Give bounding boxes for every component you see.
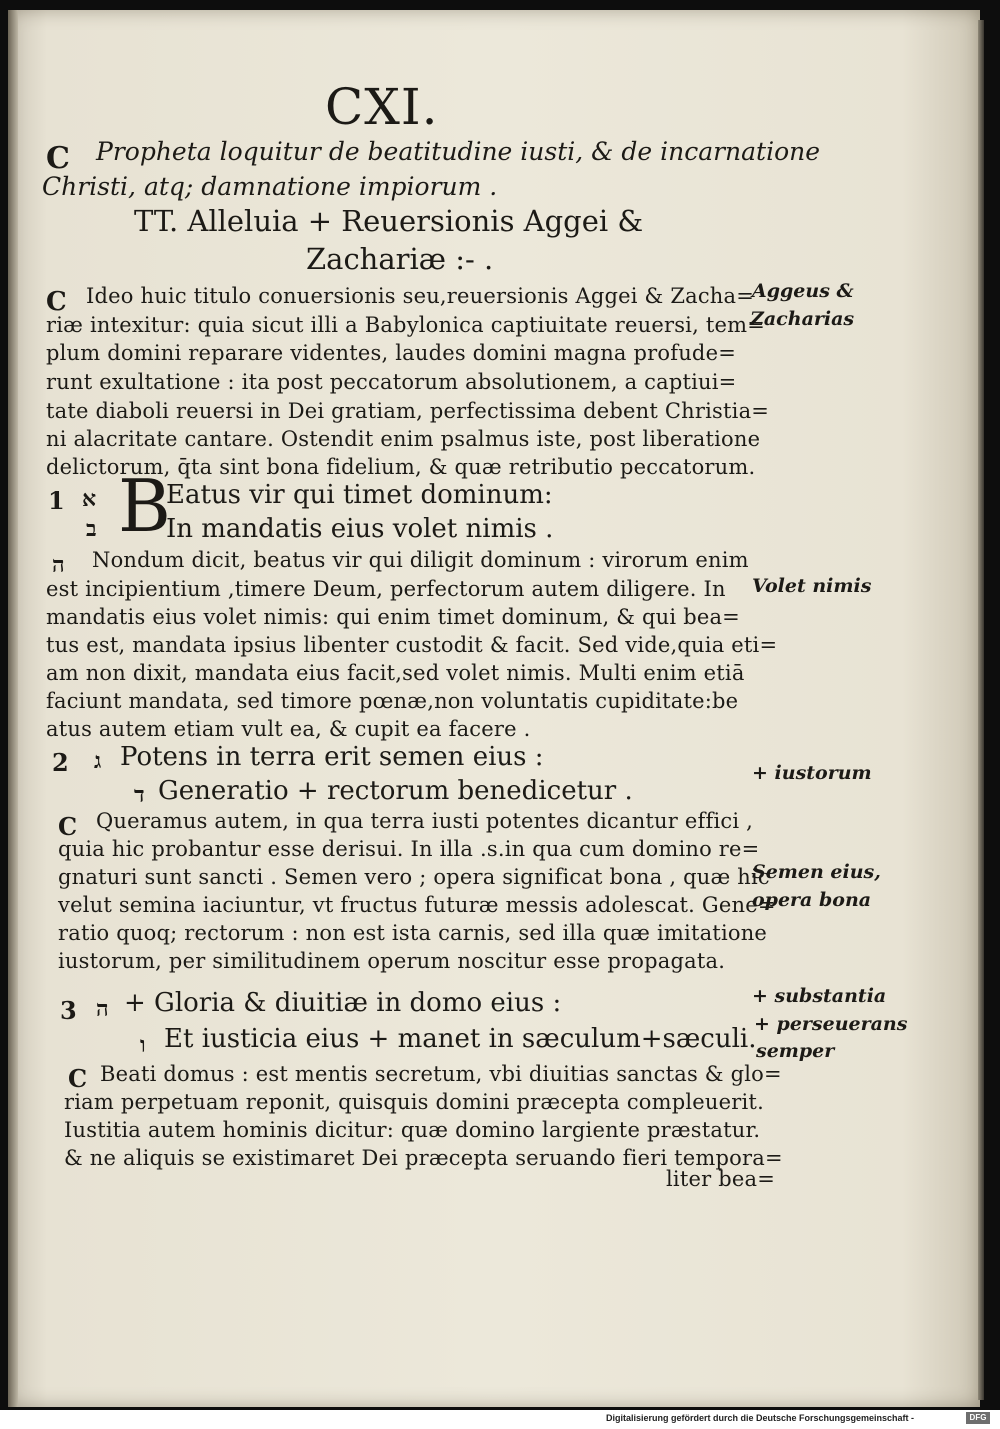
verse-line: Potens in terra erit semen eius : [120, 742, 544, 772]
comment-line: liter bea= [666, 1167, 775, 1191]
comment-line: riam perpetuam reponit, quisquis domini præcepta compleuerit. [64, 1090, 764, 1114]
hebrew-letter: ו [140, 1032, 146, 1058]
hebrew-letter: ב [86, 516, 97, 542]
comment-line: gnaturi sunt sancti . Semen vero ; opera significat bona , quæ hic [58, 865, 770, 889]
comment-line: tus est, mandata ipsius libenter custodit & facit. Sed vide,quia eti= [46, 633, 778, 657]
comment-line: Iustitia autem hominis dicitur: quæ domino largiente præstatur. [64, 1118, 761, 1142]
margin-note: + iustorum [752, 762, 872, 784]
comment-line: velut semina iaciuntur, vt fructus futuræ messis adolescat. Gene= [58, 893, 776, 917]
margin-note: Zacharias [750, 308, 855, 330]
psalm-argument-line-2: Christi, atq; damnatione impiorum . [42, 172, 498, 201]
comment-line: mandatis eius volet nimis: qui enim timet dominum, & qui bea= [46, 605, 740, 629]
hebrew-mark: ה [52, 552, 65, 578]
intro-line: tate diaboli reuersi in Dei gratiam, perfectissima debent Christia= [46, 399, 770, 423]
comment-line: am non dixit, mandata eius facit,sed volet nimis. Multi enim etiā [46, 661, 745, 685]
page-gutter [8, 10, 18, 1407]
comment-line: iustorum, per similitudinem operum noscitur esse propagata. [58, 949, 726, 973]
psalm-title-line-2: Zachariæ :- . [306, 242, 494, 276]
margin-note: Aggeus & [752, 280, 854, 302]
intro-line: Ideo huic titulo conuersionis seu,reuersionis Aggei & Zacha= [86, 284, 755, 308]
paragraph-mark: C [68, 1064, 88, 1093]
paragraph-mark: C [58, 812, 78, 841]
psalm-argument-line-1: Propheta loquitur de beatitudine iusti, & de incarnatione [96, 137, 821, 166]
verse-line: In mandatis eius volet nimis . [166, 514, 554, 544]
paragraph-mark: C [46, 141, 70, 176]
comment-line: & ne aliquis se existimaret Dei præcepta seruando fieri tempora= [64, 1146, 783, 1170]
verse-line: Eatus vir qui timet dominum: [166, 480, 553, 510]
dfg-logo-icon: DFG [966, 1412, 990, 1424]
folio-number: CXI. [325, 78, 439, 136]
margin-note: semper [756, 1040, 835, 1062]
intro-line: riæ intexitur: quia sicut illi a Babylonica captiuitate reuersi, tem= [46, 313, 766, 337]
paragraph-mark: C [46, 287, 67, 317]
margin-note: + substantia [752, 985, 887, 1007]
verse-number: 3 [60, 996, 77, 1025]
psalm-title-line-1: TT. Alleluia + Reuersionis Aggei & [134, 204, 644, 238]
comment-line: faciunt mandata, sed timore pœnæ,non voluntatis cupiditate:be [46, 689, 739, 713]
margin-note: Volet nimis [752, 575, 872, 597]
comment-line: Nondum dicit, beatus vir qui diligit dominum : virorum enim [92, 548, 749, 572]
intro-line: runt exultatione : ita post peccatorum absolutionem, a captiui= [46, 370, 737, 394]
comment-line: quia hic probantur esse derisui. In illa .s.in qua cum domino re= [58, 837, 760, 861]
comment-line: atus autem etiam vult ea, & cupit ea facere . [46, 717, 531, 741]
comment-line: Beati domus : est mentis secretum, vbi diuitias sanctas & glo= [100, 1062, 782, 1086]
margin-note: Semen eius, [752, 861, 881, 883]
intro-line: delictorum, q̄ta sint bona fidelium, & quæ retributio peccatorum. [46, 455, 756, 479]
hebrew-letter: ד [134, 782, 145, 808]
funding-notice: Digitalisierung gefördert durch die Deutsche Forschungsgemeinschaft - [606, 1413, 915, 1423]
verse-line: Generatio + rectorum benedicetur . [158, 776, 633, 806]
page-edge [978, 20, 984, 1400]
margin-note: + perseuerans [754, 1013, 908, 1035]
comment-line: ratio quoq; rectorum : non est ista carnis, sed illa quæ imitatione [58, 921, 768, 945]
verse-number: 1 [48, 486, 65, 515]
verse-line: Et iusticia eius + manet in sæculum+sæculi. [164, 1024, 757, 1054]
intro-line: plum domini reparare videntes, laudes domini magna profude= [46, 341, 737, 365]
verse-line: + Gloria & diuitiæ in domo eius : [124, 988, 562, 1018]
hebrew-letter: ה [96, 996, 109, 1022]
verse-number: 2 [52, 748, 69, 777]
margin-note: opera bona [752, 889, 872, 911]
hebrew-letter: ג [94, 748, 102, 774]
comment-line: est incipientium ,timere Deum, perfectorum autem diligere. In [46, 577, 726, 601]
comment-line: Queramus autem, in qua terra iusti potentes dicantur effici , [96, 809, 754, 833]
hebrew-letter: א [82, 486, 97, 512]
intro-line: ni alacritate cantare. Ostendit enim psalmus iste, post liberatione [46, 427, 761, 451]
drop-cap: B [118, 464, 171, 548]
